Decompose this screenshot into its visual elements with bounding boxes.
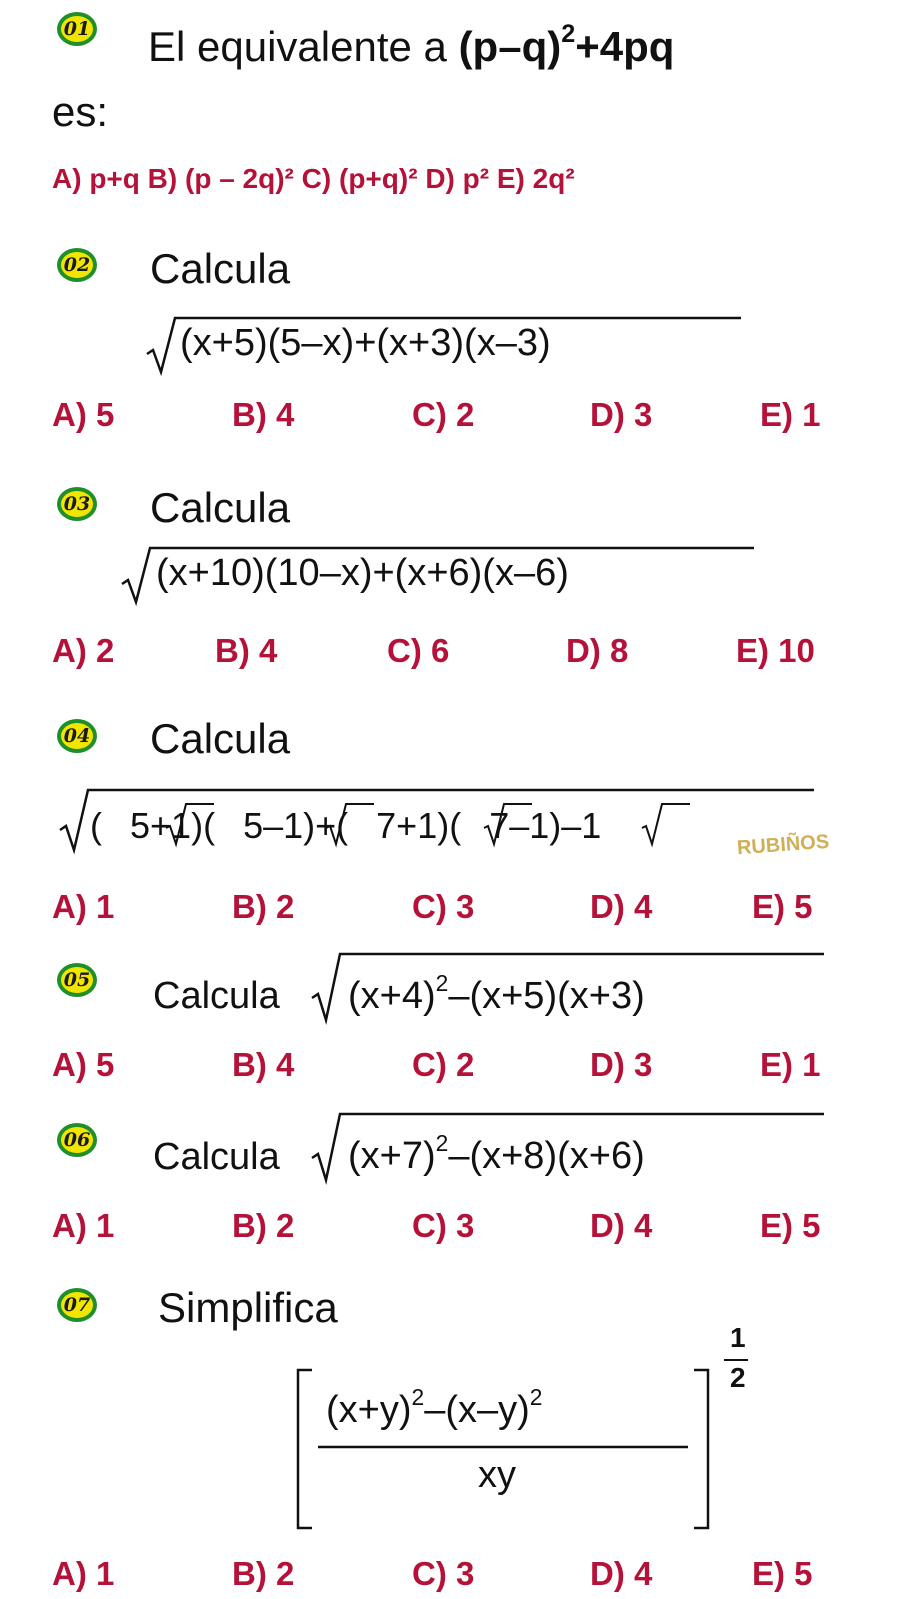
problem-number: 04 <box>63 725 91 747</box>
radicand <box>90 805 601 847</box>
expression-tail: +4pq <box>575 22 675 70</box>
problem-number-badge <box>57 963 97 997</box>
option-e: E) 1 <box>760 396 821 433</box>
option-b: B) 2 <box>232 1207 295 1244</box>
option-d: D) 8 <box>566 632 629 669</box>
option-c: C) 2 <box>412 396 475 433</box>
radicand <box>348 1130 645 1178</box>
expr-part: 7 <box>376 805 397 846</box>
problem-prompt: Calcula <box>153 975 280 1017</box>
option-e: E) 5 <box>752 888 813 925</box>
exponent: 2 <box>435 970 449 996</box>
problem-prompt: Calcula <box>150 484 291 531</box>
option-d: D) 4 <box>590 888 653 925</box>
expr-part: (x+y) <box>326 1389 412 1432</box>
problem-number: 03 <box>63 493 91 515</box>
expr-part: –1)–1 <box>509 805 602 846</box>
option-b: B) (p – 2q)² <box>147 163 294 194</box>
option-c: C) (p+q)² <box>301 163 418 194</box>
option-b: B) 2 <box>232 888 295 925</box>
option-a: A) 5 <box>52 1046 115 1083</box>
option-d: D) p² <box>425 163 490 194</box>
problem-statement <box>148 20 674 71</box>
problem-number: 07 <box>63 1294 91 1316</box>
exponent: 2 <box>529 1384 543 1410</box>
option-c: C) 6 <box>387 632 450 669</box>
option-b: B) 2 <box>232 1555 295 1592</box>
option-a: A) 1 <box>52 1207 115 1244</box>
expr-part: –(x+8)(x+6) <box>448 1135 645 1178</box>
option-a: A) 2 <box>52 632 115 669</box>
expr-part: 7 <box>489 805 510 846</box>
expr-part: 5 <box>130 805 151 846</box>
problem-number: 05 <box>63 969 91 991</box>
option-b: B) 4 <box>232 1046 295 1083</box>
problem-prompt: Calcula <box>150 715 291 762</box>
option-c: C) 3 <box>412 888 475 925</box>
expr-part: +1)( <box>150 805 216 846</box>
problem-number: 02 <box>63 254 91 276</box>
problem-number-badge <box>57 12 97 46</box>
option-e: E) 1 <box>760 1046 821 1083</box>
problem-prompt: Simplifica <box>158 1284 338 1331</box>
option-a: A) p+q <box>52 163 140 194</box>
option-e: E) 10 <box>736 632 815 669</box>
option-e: E) 2q² <box>496 163 575 194</box>
option-d: D) 3 <box>590 1046 653 1083</box>
option-c: C) 3 <box>412 1555 475 1592</box>
outer-exponent-denominator: 2 <box>730 1362 746 1393</box>
expr-part: (x+4) <box>348 975 436 1018</box>
expr-part: (x+7) <box>348 1135 436 1178</box>
expr-part: 5 <box>243 805 264 846</box>
problem-number: 01 <box>63 18 91 40</box>
option-b: B) 4 <box>232 396 295 433</box>
option-a: A) 1 <box>52 1555 115 1592</box>
problem-number-badge <box>57 248 97 282</box>
problem-prompt: Calcula <box>150 245 291 292</box>
expr-part: +1)( <box>396 805 462 846</box>
problem-prompt: Calcula <box>153 1136 280 1178</box>
problem-number-badge <box>57 719 97 753</box>
option-e: E) 5 <box>752 1555 813 1592</box>
problem-number-badge <box>57 1288 97 1322</box>
exponent: 2 <box>411 1384 425 1410</box>
radicand: (x+5)(5–x)+(x+3)(x–3) <box>180 322 551 364</box>
option-c: C) 2 <box>412 1046 475 1083</box>
option-d: D) 4 <box>590 1207 653 1244</box>
numerator <box>326 1384 542 1432</box>
option-d: D) 4 <box>590 1555 653 1592</box>
radicand <box>348 970 645 1018</box>
problem-number-badge <box>57 487 97 521</box>
exponent: 2 <box>561 20 576 48</box>
problem-prompt: El equivalente a <box>148 22 459 70</box>
option-e: E) 5 <box>760 1207 821 1244</box>
problem-number: 06 <box>63 1129 91 1151</box>
answer-options <box>52 163 575 195</box>
expr-part: ( <box>90 805 102 846</box>
option-b: B) 4 <box>215 632 278 669</box>
expression: (p–q) <box>458 22 562 70</box>
option-a: A) 5 <box>52 396 115 433</box>
option-a: A) 1 <box>52 888 115 925</box>
radicand: (x+10)(10–x)+(x+6)(x–6) <box>156 552 569 594</box>
watermark-text: RUBIÑOS <box>736 830 830 860</box>
exponent: 2 <box>435 1130 449 1156</box>
expr-part: –(x–y) <box>424 1389 530 1432</box>
option-d: D) 3 <box>590 396 653 433</box>
option-c: C) 3 <box>412 1207 475 1244</box>
problem-statement-cont: es: <box>52 88 109 135</box>
expr-part: –1)+( <box>263 805 349 846</box>
denominator: xy <box>478 1454 516 1496</box>
problem-number-badge <box>57 1123 97 1157</box>
expr-part: –(x+5)(x+3) <box>448 975 645 1018</box>
outer-exponent-numerator: 1 <box>730 1322 746 1353</box>
